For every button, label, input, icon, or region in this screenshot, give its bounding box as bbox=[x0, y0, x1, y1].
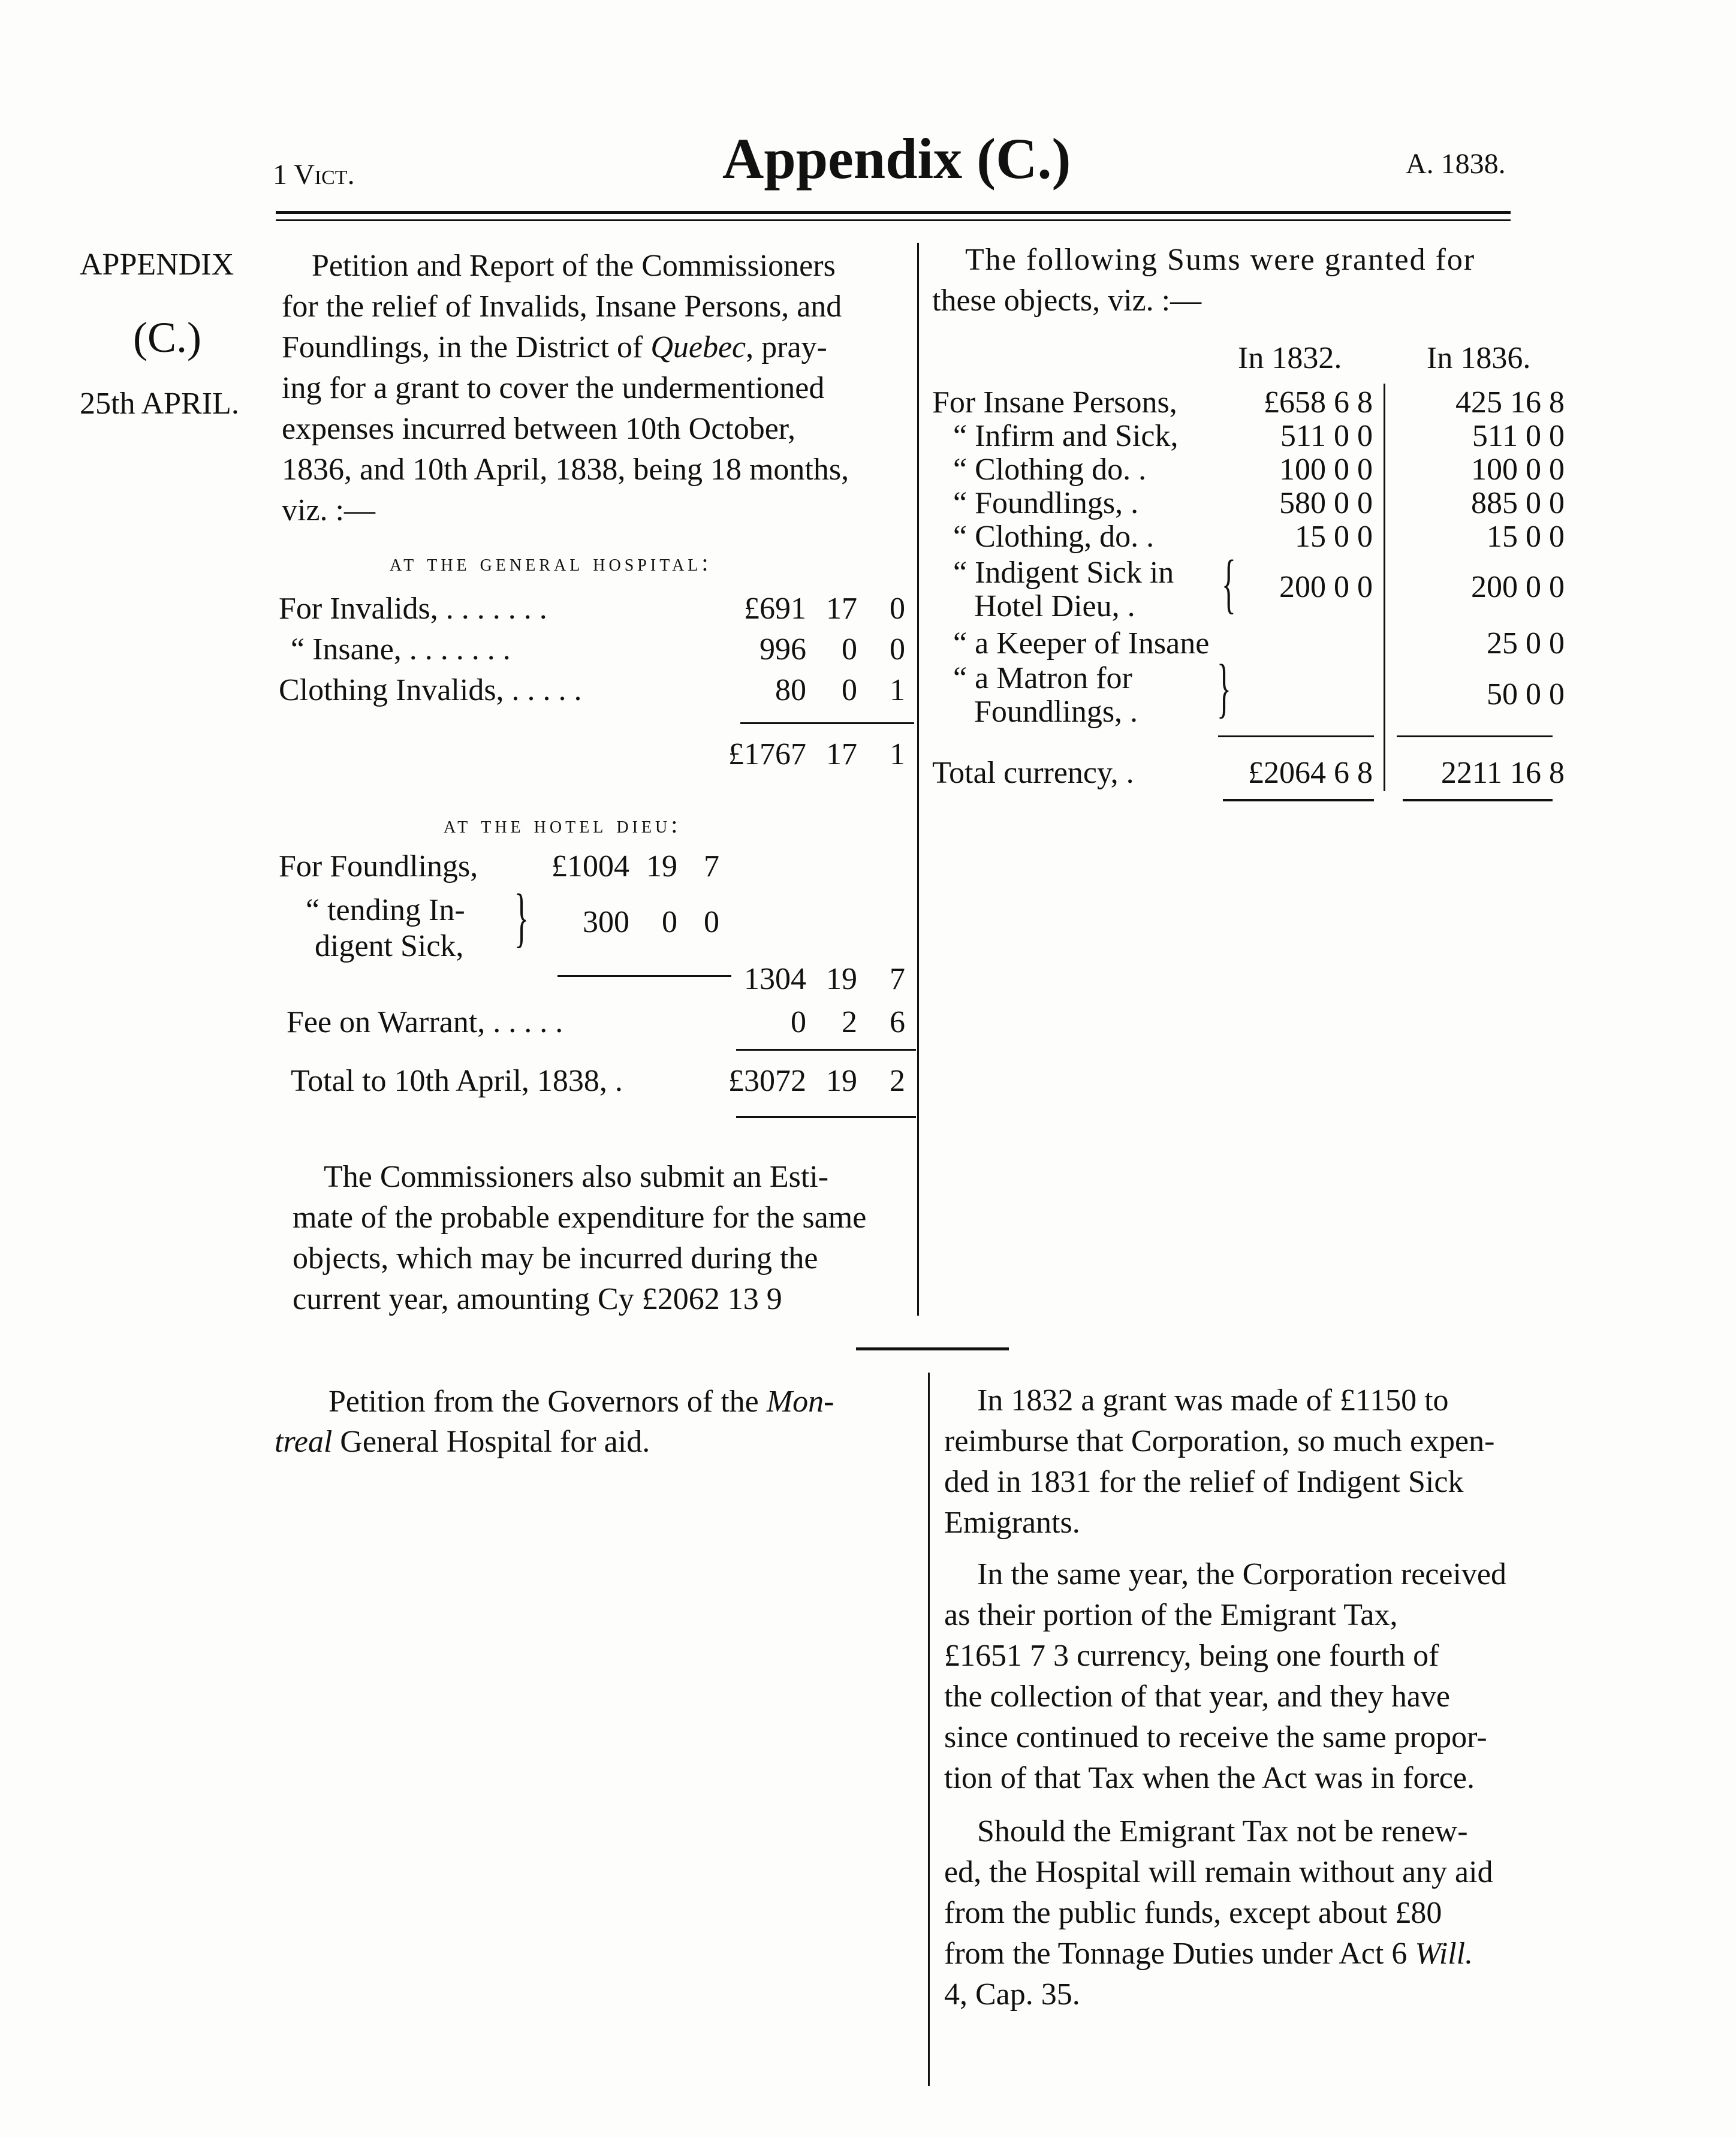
total-shillings: 17 bbox=[826, 737, 857, 771]
sum-rule bbox=[736, 1049, 916, 1051]
subtotal-pence: 7 bbox=[890, 962, 905, 996]
sum-rule bbox=[740, 722, 914, 724]
pence: 0 bbox=[890, 632, 905, 667]
text-line: In 1832 a grant was made of £1150 to bbox=[977, 1383, 1449, 1418]
montreal-petition-line2 bbox=[275, 1422, 650, 1462]
text-segment: from the Tonnage Duties under Act 6 bbox=[944, 1937, 1415, 1971]
pounds: £691 bbox=[744, 592, 806, 626]
text-line: Emigrants. bbox=[944, 1506, 1080, 1540]
shillings: 0 bbox=[662, 905, 677, 939]
text-line: £1651 7 3 currency, being one fourth of bbox=[944, 1639, 1439, 1673]
text-line: current year, amounting Cy £2062 13 9 bbox=[293, 1282, 782, 1316]
total-pence: 2 bbox=[890, 1064, 905, 1098]
total-pence: 1 bbox=[890, 737, 905, 771]
text-line: ed, the Hospital will remain without any aid bbox=[944, 1855, 1493, 1889]
grant-1832: 15 0 0 bbox=[1295, 520, 1373, 554]
header-left: 1 Vict. bbox=[273, 159, 355, 191]
row-label: “ tending In- bbox=[306, 893, 465, 927]
column-header-1836: In 1836. bbox=[1427, 341, 1531, 375]
text-line: In the same year, the Corporation received bbox=[977, 1557, 1506, 1591]
row-label: digent Sick, bbox=[315, 929, 464, 963]
row-label: Total to 10th April, 1838, . bbox=[291, 1064, 623, 1098]
text-line: viz. :— bbox=[282, 493, 375, 527]
text-segment: , pray- bbox=[746, 330, 827, 364]
total-1832: £2064 6 8 bbox=[1248, 756, 1373, 790]
grant-label: For Insane Persons, bbox=[932, 385, 1177, 420]
shillings: 19 bbox=[646, 849, 677, 883]
pounds: 0 bbox=[791, 1005, 806, 1039]
brace: } bbox=[1217, 651, 1231, 724]
text-line: expenses incurred between 10th October, bbox=[282, 412, 796, 446]
text-line: objects, which may be incurred during the bbox=[293, 1241, 818, 1275]
pence: 0 bbox=[704, 905, 719, 939]
sum-rule bbox=[1223, 799, 1374, 801]
total-pounds: £3072 bbox=[728, 1064, 806, 1098]
text-line bbox=[282, 327, 827, 368]
text-line: Should the Emigrant Tax not be renew- bbox=[977, 1814, 1468, 1848]
sum-rule bbox=[1218, 735, 1374, 737]
margin-c: (C.) bbox=[133, 313, 201, 361]
grant-label: “ Clothing do. . bbox=[953, 453, 1147, 487]
pounds: 996 bbox=[760, 632, 806, 667]
page-title: Appendix (C.) bbox=[722, 126, 1071, 191]
header-rule-bottom bbox=[276, 219, 1511, 221]
pounds: 80 bbox=[775, 673, 806, 707]
total-label: Total currency, . bbox=[932, 756, 1134, 790]
grant-1836: 25 0 0 bbox=[1487, 626, 1565, 661]
text-segment: Foundlings, in the District of bbox=[282, 330, 651, 364]
montreal-petition-line1 bbox=[328, 1382, 834, 1422]
column-header-1832: In 1832. bbox=[1238, 341, 1342, 375]
grant-label: “ a Keeper of Insane bbox=[953, 626, 1210, 661]
text-line: ing for a grant to cover the undermentioned bbox=[282, 371, 825, 405]
grants-intro: these objects, viz. :— bbox=[932, 284, 1202, 318]
pounds: £1004 bbox=[551, 849, 629, 883]
grant-1836: 885 0 0 bbox=[1471, 486, 1565, 520]
grant-1832: 511 0 0 bbox=[1280, 419, 1373, 453]
place-name: treal bbox=[275, 1425, 333, 1459]
text-line: as their portion of the Emigrant Tax, bbox=[944, 1598, 1398, 1632]
shillings: 0 bbox=[842, 632, 857, 667]
text-line: reimburse that Corporation, so much expen- bbox=[944, 1424, 1495, 1458]
margin-date: 25th APRIL. bbox=[80, 387, 239, 421]
total-shillings: 19 bbox=[826, 1064, 857, 1098]
column-divider-top bbox=[917, 243, 919, 1316]
text-line: since continued to receive the same propor- bbox=[944, 1720, 1487, 1754]
brace: { bbox=[1222, 547, 1236, 620]
header-rule-top bbox=[276, 211, 1511, 214]
text-line: 1836, and 10th April, 1838, being 18 months, bbox=[282, 453, 849, 487]
row-label: For Invalids, . . . . . . . bbox=[279, 592, 547, 626]
text-line: The Commissioners also submit an Esti- bbox=[324, 1160, 829, 1194]
grant-label: “ Clothing, do. . bbox=[953, 520, 1155, 554]
hotel-dieu-heading: at the hotel dieu: bbox=[444, 811, 682, 838]
grant-1832: 200 0 0 bbox=[1279, 570, 1373, 604]
table-column-rule bbox=[1384, 384, 1385, 791]
header-right: A. 1838. bbox=[1406, 148, 1506, 180]
margin-appendix: APPENDIX bbox=[80, 248, 234, 282]
total-1836: 2211 16 8 bbox=[1440, 756, 1565, 790]
text-line: from the public funds, except about £80 bbox=[944, 1896, 1442, 1930]
subtotal-shillings: 19 bbox=[826, 962, 857, 996]
shillings: 2 bbox=[842, 1005, 857, 1039]
pence: 7 bbox=[704, 849, 719, 883]
shillings: 0 bbox=[842, 673, 857, 707]
grant-label: “ Indigent Sick in bbox=[953, 556, 1174, 590]
sum-rule bbox=[736, 1116, 916, 1118]
pence: 6 bbox=[890, 1005, 905, 1039]
grant-label: “ Infirm and Sick, bbox=[953, 419, 1179, 453]
grant-label: “ Foundlings, . bbox=[953, 486, 1139, 520]
place-name: Mon- bbox=[766, 1385, 834, 1419]
brace: } bbox=[514, 880, 529, 954]
sum-rule bbox=[1397, 735, 1553, 737]
shillings: 17 bbox=[826, 592, 857, 626]
grant-1832: £658 6 8 bbox=[1264, 385, 1373, 420]
pounds: 300 bbox=[583, 905, 629, 939]
row-label: “ Insane, . . . . . . . bbox=[291, 632, 511, 667]
text-line: Petition and Report of the Commissioners bbox=[312, 249, 836, 283]
row-label: For Foundlings, bbox=[279, 849, 478, 883]
row-label: Clothing Invalids, . . . . . bbox=[279, 673, 582, 707]
grant-1836: 50 0 0 bbox=[1487, 677, 1565, 711]
grant-label: “ a Matron for bbox=[953, 661, 1132, 695]
subtotal-pounds: 1304 bbox=[744, 962, 806, 996]
text-line bbox=[944, 1934, 1473, 1974]
general-hospital-heading: at the general hospital: bbox=[390, 549, 712, 576]
text-line: tion of that Tax when the Act was in force. bbox=[944, 1761, 1475, 1795]
grant-1832: 100 0 0 bbox=[1279, 453, 1373, 487]
text-segment: General Hospital for aid. bbox=[332, 1425, 650, 1459]
grant-1836: 200 0 0 bbox=[1471, 570, 1565, 604]
text-line: for the relief of Invalids, Insane Persons, and bbox=[282, 290, 842, 324]
total-pounds: £1767 bbox=[728, 737, 806, 771]
grant-label: Foundlings, . bbox=[974, 695, 1138, 729]
grant-1836: 100 0 0 bbox=[1471, 453, 1565, 487]
abbreviation: Will. bbox=[1415, 1937, 1473, 1971]
pence: 1 bbox=[890, 673, 905, 707]
text-line: mate of the probable expenditure for the same bbox=[293, 1201, 867, 1235]
grant-1836: 511 0 0 bbox=[1472, 419, 1565, 453]
text-line: ded in 1831 for the relief of Indigent Sick bbox=[944, 1465, 1464, 1499]
row-label: Fee on Warrant, . . . . . bbox=[287, 1005, 563, 1039]
grants-intro: The following Sums were granted for bbox=[965, 243, 1476, 277]
sum-rule bbox=[557, 975, 731, 977]
column-divider-bottom bbox=[928, 1373, 930, 2086]
grant-1832: 580 0 0 bbox=[1279, 486, 1373, 520]
place-name: Quebec bbox=[650, 330, 746, 364]
pence: 0 bbox=[890, 592, 905, 626]
section-separator bbox=[856, 1347, 1009, 1350]
text-line: 4, Cap. 35. bbox=[944, 1977, 1080, 2012]
grant-label: Hotel Dieu, . bbox=[974, 589, 1135, 623]
sum-rule bbox=[1403, 799, 1553, 801]
text-line: the collection of that year, and they have bbox=[944, 1679, 1451, 1714]
text-segment: Petition from the Governors of the bbox=[328, 1385, 767, 1419]
grant-1836: 425 16 8 bbox=[1455, 385, 1565, 420]
grant-1836: 15 0 0 bbox=[1487, 520, 1565, 554]
